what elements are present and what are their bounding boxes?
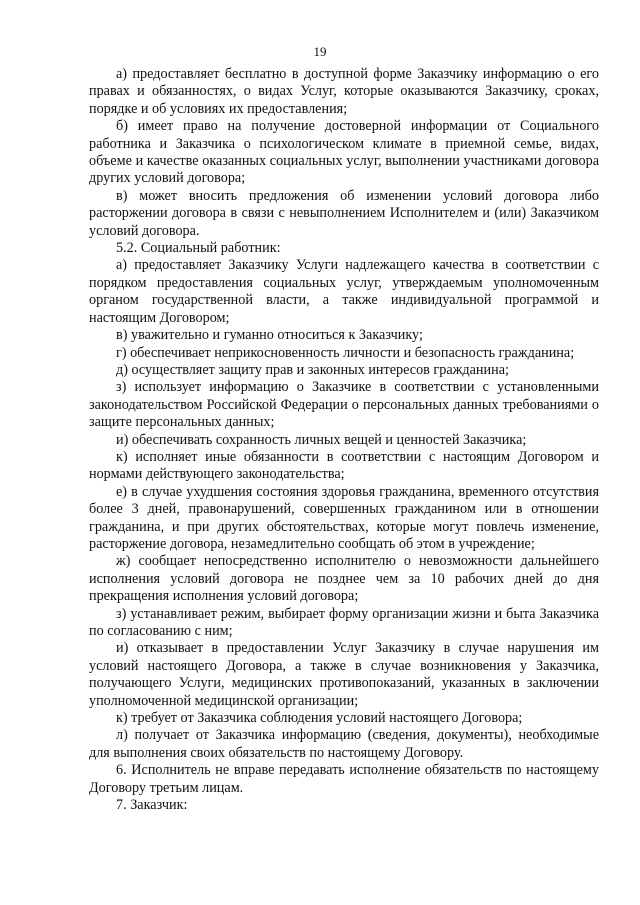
paragraph-protection-of-rights: д) осуществляет защиту прав и законных интересов гражданина;: [116, 361, 509, 378]
paragraph-belongings-safety: и) обеспечивать сохранность личных вещей и ценностей Заказчика;: [116, 431, 527, 448]
section-heading-social-worker: 5.2. Социальный работник:: [116, 240, 281, 257]
paragraph-living-regime: з) устанавливает режим, выбирает форму организации жизни и быта Заказчика по согласованию с ним;: [89, 605, 599, 639]
paragraph-personal-data: з) использует информацию о Заказчике в соответствии с установленными законодательством Российской Федерации о персональных данных требованиями о защите персональных данных;: [89, 379, 599, 431]
paragraph-customer-info-rights: а) предоставляет бесплатно в доступной форме Заказчику информацию о его правах и обязанностях, о видах Услуг, которые оказываются Заказчику, сроках, порядке и об условиях их предоставления;: [89, 66, 599, 117]
section-heading-customer: 7. Заказчик:: [116, 797, 188, 814]
paragraph-right-to-information: б) имеет право на получение достоверной информации от Социального работника и Заказчика о психологическом климате в приемной семье, видах, объеме и качестве оказанных социальных услуг, выполнении участниками договора других условий договора;: [89, 118, 599, 187]
paragraph-respectful-treatment: в) уважительно и гуманно относиться к Заказчику;: [116, 327, 423, 344]
page-number: 19: [313, 44, 327, 59]
paragraph-service-refusal: и) отказывает в предоставлении Услуг Заказчику в случае нарушения им условий настоящего Договора, а также в случае возникновения у Заказчика, получающего Услуги, медицинских противопоказаний, указанных в заключении уполномоченной медицинской организации;: [89, 640, 599, 709]
paragraph-health-deterioration: е) в случае ухудшения состояния здоровья гражданина, временного отсутствия более 3 дней, правонарушений, совершенных гражданином или в отношении гражданина, и при других обстоятельствах, которые могут повлечь изменение, расторжение договора, незамедлительно сообщать об этом в учреждение;: [89, 483, 599, 552]
paragraph-notice-of-termination: ж) сообщает непосредственно исполнителю о невозможности дальнейшего исполнения условий договора не позднее чем за 10 рабочих дней до дня прекращения исполнения условий договора;: [89, 553, 599, 605]
paragraph-other-duties: к) исполняет иные обязанности в соответствии с настоящим Договором и нормами действующего законодательства;: [89, 448, 599, 483]
paragraph-personal-inviolability: г) обеспечивает неприкосновенность личности и безопасность гражданина;: [116, 344, 575, 361]
paragraph-amendment-proposals: в) может вносить предложения об изменении условий договора либо расторжении договора в связи с невыполнением Исполнителем и (или) Заказчиком условий договора.: [89, 187, 599, 239]
paragraph-no-transfer-obligations: 6. Исполнитель не вправе передавать исполнение обязательств по настоящему Договору третьим лицам.: [89, 762, 599, 796]
document-body: [89, 66, 599, 814]
paragraph-compliance-demand: к) требует от Заказчика соблюдения условий настоящего Договора;: [116, 710, 523, 727]
paragraph-information-request: л) получает от Заказчика информацию (сведения, документы), необходимые для выполнения своих обязательств по настоящему Договору.: [89, 727, 599, 761]
paragraph-quality-services: а) предоставляет Заказчику Услуги надлежащего качества в соответствии с порядком предоставления социальных услуг, утверждаемым уполномоченным органом государственной власти, а также индивидуальной программой и настоящим Договором;: [89, 257, 599, 326]
